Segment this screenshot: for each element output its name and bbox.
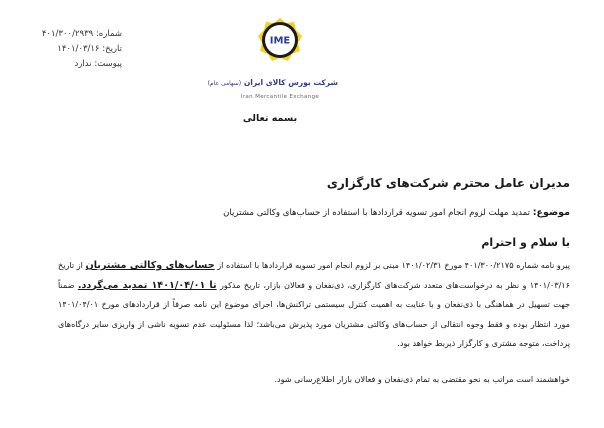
letter-attachment-label: پیوست: bbox=[94, 59, 122, 69]
emphasis-underlined: حساب‌های وکالتی مشتریان bbox=[85, 260, 215, 271]
greeting: با سلام و احترام bbox=[481, 236, 570, 249]
letter-attachment-value: ندارد bbox=[74, 59, 92, 69]
letter-number-value: ۴۰۱/۳۰۰/۲۹۳۹ bbox=[41, 29, 94, 39]
extension-deadline: تا ۱۴۰۱/۰۴/۰۱ تمدید می‌گردد. bbox=[77, 279, 217, 291]
invocation-heading: بسمه تعالی bbox=[242, 113, 298, 124]
letter-number bbox=[41, 27, 122, 42]
letter-meta bbox=[41, 27, 122, 72]
letter-date-value: ۱۴۰۱/۰۳/۱۶ bbox=[57, 44, 100, 54]
addressee: مدیران عامل محترم شرکت‌های کارگزاری bbox=[326, 176, 570, 190]
subject-line bbox=[20, 207, 570, 218]
body-paragraph bbox=[58, 256, 570, 354]
letter-body bbox=[58, 256, 570, 354]
body-text: ضمناً جهت تسهیل در هماهنگی با ذی‌نفعان و با عنایت به اهمیت کنترل سیستمی تراکنش‌ها، اجرای موضوع این نامه صرفاً از قراردادهای مورخ ۱۴۰۱/۰۴/۰۱ مورد انتظار بوده و فقط وجوه انتقالی از حساب‌های وکالتی مشتریان مورد پذیرش می‌باشد؛ لذا مسئولیت عدم تسویه ناشی از واریزی سایر درگاه‌های پرداخت، متوجه مشتری و کارگزار ذیربط خواهد بود. bbox=[58, 279, 570, 348]
company-name-fa-text: شرکت بورس کالای ایران bbox=[243, 78, 338, 87]
letter-number-label: شماره: bbox=[95, 29, 122, 39]
letter-attachment bbox=[52, 57, 122, 72]
body-text: پیرو نامه شماره ۴۰۱/۳۰۰/۲۱۷۵ مورخ ۱۴۰۱/۰۲/۳۱ مبنی بر لزوم انجام امور تسویه قراردادها با استفاده از bbox=[214, 260, 570, 270]
closing-line: خواهشمند است مراتب به نحو مقتضی به تمام ذی‌نفعان و فعالان بازار اطلاع‌رسانی شود. bbox=[274, 374, 570, 384]
subject-text: تمدید مهلت لزوم انجام امور تسویه قراردادها با استفاده از حساب‌های وکالتی مشتریان bbox=[223, 208, 530, 218]
ime-emblem-icon bbox=[258, 18, 302, 62]
company-name-en: Iran Mercantile Exchange bbox=[240, 94, 320, 100]
body-text: از تاریخ ۱۴۰۱/۰۳/۱۶ و نظر به درخواست‌های متعدد شرکت‌های کارگزاری، ذی‌نفعان و فعالان بازار، تاریخ مذکور bbox=[58, 260, 570, 290]
subject-label: موضوع: bbox=[532, 207, 570, 218]
letter-date-label: تاریخ: bbox=[102, 44, 122, 54]
letter-date bbox=[52, 42, 122, 57]
company-type-text: (سهامی عام) bbox=[207, 80, 242, 87]
company-name-fa bbox=[207, 78, 338, 87]
svg-text:IME: IME bbox=[269, 35, 291, 47]
